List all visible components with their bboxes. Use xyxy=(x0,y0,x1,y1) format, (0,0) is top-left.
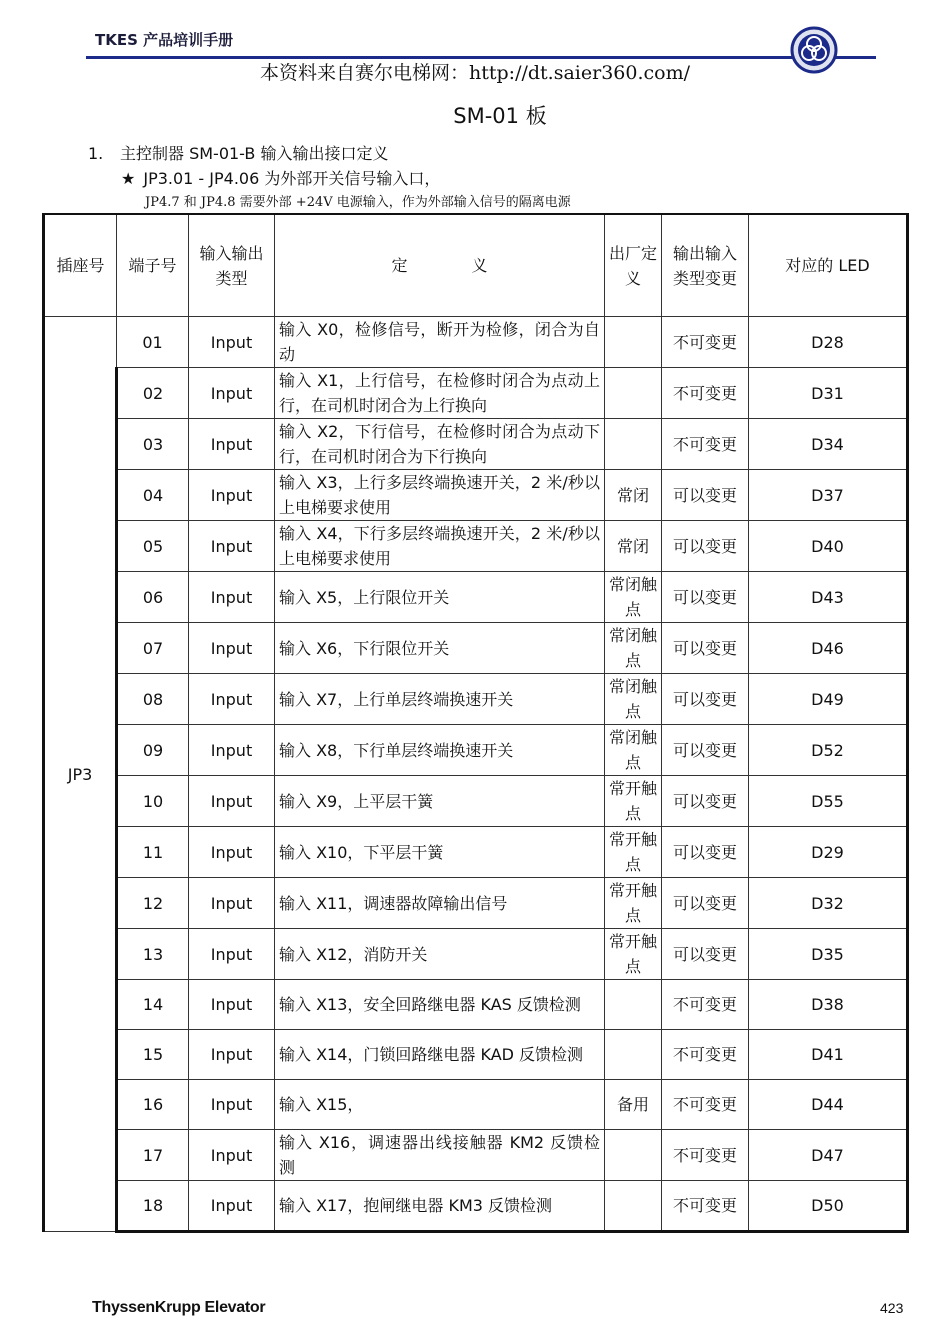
cell-definition: 输入 X2，下行信号，在检修时闭合为点动下行，在司机时闭合为下行换向 xyxy=(275,419,605,470)
cell-definition: 输入 X16，调速器出线接触器 KM2 反馈检测 xyxy=(275,1130,605,1181)
cell-terminal: 16 xyxy=(117,1080,189,1130)
cell-io-type: Input xyxy=(189,623,275,674)
cell-io-type: Input xyxy=(189,1080,275,1130)
cell-led: D41 xyxy=(749,1030,908,1080)
document-title: SM-01 板 xyxy=(453,104,547,128)
table-row xyxy=(44,1030,908,1080)
cell-led: D38 xyxy=(749,980,908,1030)
table-row xyxy=(44,1181,908,1232)
cell-definition: 输入 X3，上行多层终端换速开关，2 米/秒以上电梯要求使用 xyxy=(275,470,605,521)
cell-terminal: 18 xyxy=(117,1181,189,1232)
table-row xyxy=(44,470,908,521)
section-number: 1. xyxy=(88,144,104,163)
cell-definition: 输入 X5，上行限位开关 xyxy=(275,572,605,623)
cell-factory: 常闭 xyxy=(605,470,662,521)
cell-changeable: 可以变更 xyxy=(662,572,749,623)
cell-terminal: 02 xyxy=(117,368,189,419)
star-icon: ★ xyxy=(121,169,136,188)
io-definition-table xyxy=(42,213,909,1233)
table-row xyxy=(44,521,908,572)
cell-led: D35 xyxy=(749,929,908,980)
note-text: JP4.7 和 JP4.8 需要外部 +24V 电源输入，作为外部输入信号的隔离电源 xyxy=(145,195,571,210)
table-row xyxy=(44,317,908,368)
cell-definition: 输入 X11，调速器故障输出信号 xyxy=(275,878,605,929)
cell-definition: 输入 X0，检修信号，断开为检修，闭合为自动 xyxy=(275,317,605,368)
cell-factory xyxy=(605,368,662,419)
cell-io-type: Input xyxy=(189,1181,275,1232)
table-row xyxy=(44,368,908,419)
header-definition: 定 义 xyxy=(275,214,605,317)
cell-factory: 备用 xyxy=(605,1080,662,1130)
cell-definition: 输入 X14，门锁回路继电器 KAD 反馈检测 xyxy=(275,1030,605,1080)
cell-factory xyxy=(605,1181,662,1232)
cell-led: D43 xyxy=(749,572,908,623)
cell-factory xyxy=(605,1030,662,1080)
table-row xyxy=(44,623,908,674)
cell-changeable: 不可变更 xyxy=(662,368,749,419)
cell-definition: 输入 X12，消防开关 xyxy=(275,929,605,980)
cell-changeable: 可以变更 xyxy=(662,929,749,980)
cell-terminal: 17 xyxy=(117,1130,189,1181)
cell-definition: 输入 X1，上行信号，在检修时闭合为点动上行，在司机时闭合为上行换向 xyxy=(275,368,605,419)
cell-definition: 输入 X7，上行单层终端换速开关 xyxy=(275,674,605,725)
cell-definition: 输入 X6，下行限位开关 xyxy=(275,623,605,674)
cell-terminal: 07 xyxy=(117,623,189,674)
table-row xyxy=(44,1080,908,1130)
cell-led: D32 xyxy=(749,878,908,929)
cell-factory: 常开触点 xyxy=(605,929,662,980)
cell-led: D55 xyxy=(749,776,908,827)
cell-factory: 常闭 xyxy=(605,521,662,572)
cell-terminal: 06 xyxy=(117,572,189,623)
cell-io-type: Input xyxy=(189,674,275,725)
cell-io-type: Input xyxy=(189,980,275,1030)
cell-io-type: Input xyxy=(189,827,275,878)
table-row xyxy=(44,878,908,929)
cell-changeable: 不可变更 xyxy=(662,980,749,1030)
table-header-row xyxy=(44,214,908,317)
cell-changeable: 可以变更 xyxy=(662,878,749,929)
cell-io-type: Input xyxy=(189,419,275,470)
cell-led: D34 xyxy=(749,419,908,470)
cell-terminal: 09 xyxy=(117,725,189,776)
cell-led: D50 xyxy=(749,1181,908,1232)
cell-terminal: 03 xyxy=(117,419,189,470)
footer-company: ThyssenKrupp Elevator xyxy=(92,1299,266,1316)
cell-io-type: Input xyxy=(189,572,275,623)
table-row xyxy=(44,776,908,827)
cell-changeable: 不可变更 xyxy=(662,1080,749,1130)
cell-factory xyxy=(605,1130,662,1181)
cell-definition: 输入 X13，安全回路继电器 KAS 反馈检测 xyxy=(275,980,605,1030)
bullet-text: JP3.01 - JP4.06 为外部开关信号输入口， xyxy=(143,169,441,188)
footer-page-number: 423 xyxy=(880,1300,904,1316)
cell-io-type: Input xyxy=(189,1130,275,1181)
table-row xyxy=(44,980,908,1030)
table-row xyxy=(44,827,908,878)
cell-factory xyxy=(605,419,662,470)
cell-led: D37 xyxy=(749,470,908,521)
cell-changeable: 不可变更 xyxy=(662,419,749,470)
table-row xyxy=(44,1130,908,1181)
header-terminal: 端子号 xyxy=(117,214,189,317)
cell-definition: 输入 X8，下行单层终端换速开关 xyxy=(275,725,605,776)
cell-led: D52 xyxy=(749,725,908,776)
cell-terminal: 14 xyxy=(117,980,189,1030)
cell-changeable: 不可变更 xyxy=(662,317,749,368)
cell-terminal: 10 xyxy=(117,776,189,827)
cell-socket: JP3 xyxy=(44,317,117,1232)
cell-changeable: 不可变更 xyxy=(662,1030,749,1080)
cell-io-type: Input xyxy=(189,521,275,572)
cell-changeable: 可以变更 xyxy=(662,674,749,725)
cell-io-type: Input xyxy=(189,878,275,929)
cell-terminal: 15 xyxy=(117,1030,189,1080)
cell-led: D28 xyxy=(749,317,908,368)
cell-changeable: 可以变更 xyxy=(662,623,749,674)
cell-led: D44 xyxy=(749,1080,908,1130)
cell-terminal: 04 xyxy=(117,470,189,521)
cell-led: D46 xyxy=(749,623,908,674)
cell-factory: 常闭触点 xyxy=(605,572,662,623)
cell-definition: 输入 X4，下行多层终端换速开关，2 米/秒以上电梯要求使用 xyxy=(275,521,605,572)
cell-io-type: Input xyxy=(189,317,275,368)
cell-factory: 常开触点 xyxy=(605,878,662,929)
bullet-line xyxy=(121,166,440,189)
cell-io-type: Input xyxy=(189,1030,275,1080)
table-row xyxy=(44,572,908,623)
section-heading xyxy=(88,141,388,164)
cell-factory xyxy=(605,317,662,368)
cell-changeable: 不可变更 xyxy=(662,1130,749,1181)
table-row xyxy=(44,419,908,470)
cell-definition: 输入 X17，抱闸继电器 KM3 反馈检测 xyxy=(275,1181,605,1232)
cell-changeable: 可以变更 xyxy=(662,827,749,878)
cell-io-type: Input xyxy=(189,368,275,419)
cell-changeable: 可以变更 xyxy=(662,776,749,827)
cell-terminal: 05 xyxy=(117,521,189,572)
cell-io-type: Input xyxy=(189,929,275,980)
header-socket: 插座号 xyxy=(44,214,117,317)
table-row xyxy=(44,674,908,725)
cell-terminal: 08 xyxy=(117,674,189,725)
cell-io-type: Input xyxy=(189,470,275,521)
cell-factory: 常开触点 xyxy=(605,776,662,827)
cell-factory: 常闭触点 xyxy=(605,623,662,674)
cell-factory: 常闭触点 xyxy=(605,725,662,776)
cell-led: D31 xyxy=(749,368,908,419)
cell-changeable: 不可变更 xyxy=(662,1181,749,1232)
cell-led: D40 xyxy=(749,521,908,572)
table-row xyxy=(44,725,908,776)
cell-led: D47 xyxy=(749,1130,908,1181)
cell-led: D49 xyxy=(749,674,908,725)
cell-terminal: 13 xyxy=(117,929,189,980)
cell-factory: 常开触点 xyxy=(605,827,662,878)
cell-factory: 常闭触点 xyxy=(605,674,662,725)
header-factory: 出厂定义 xyxy=(605,214,662,317)
cell-definition: 输入 X10，下平层干簧 xyxy=(275,827,605,878)
cell-factory xyxy=(605,980,662,1030)
cell-changeable: 可以变更 xyxy=(662,470,749,521)
section-text: 主控制器 SM-01-B 输入输出接口定义 xyxy=(120,144,389,163)
source-text: 本资料来自赛尔电梯网：http://dt.saier360.com/ xyxy=(260,62,690,84)
cell-changeable: 可以变更 xyxy=(662,725,749,776)
header-changeable: 输出输入类型变更 xyxy=(662,214,749,317)
cell-changeable: 可以变更 xyxy=(662,521,749,572)
cell-definition: 输入 X9，上平层干簧 xyxy=(275,776,605,827)
cell-io-type: Input xyxy=(189,776,275,827)
header-led: 对应的 LED xyxy=(749,214,908,317)
cell-terminal: 11 xyxy=(117,827,189,878)
cell-terminal: 01 xyxy=(117,317,189,368)
cell-terminal: 12 xyxy=(117,878,189,929)
header-io-type: 输入输出类型 xyxy=(189,214,275,317)
cell-definition: 输入 X15， xyxy=(275,1080,605,1130)
table-row xyxy=(44,929,908,980)
cell-io-type: Input xyxy=(189,725,275,776)
cell-led: D29 xyxy=(749,827,908,878)
header-title: TKES 产品培训手册 xyxy=(95,31,234,49)
